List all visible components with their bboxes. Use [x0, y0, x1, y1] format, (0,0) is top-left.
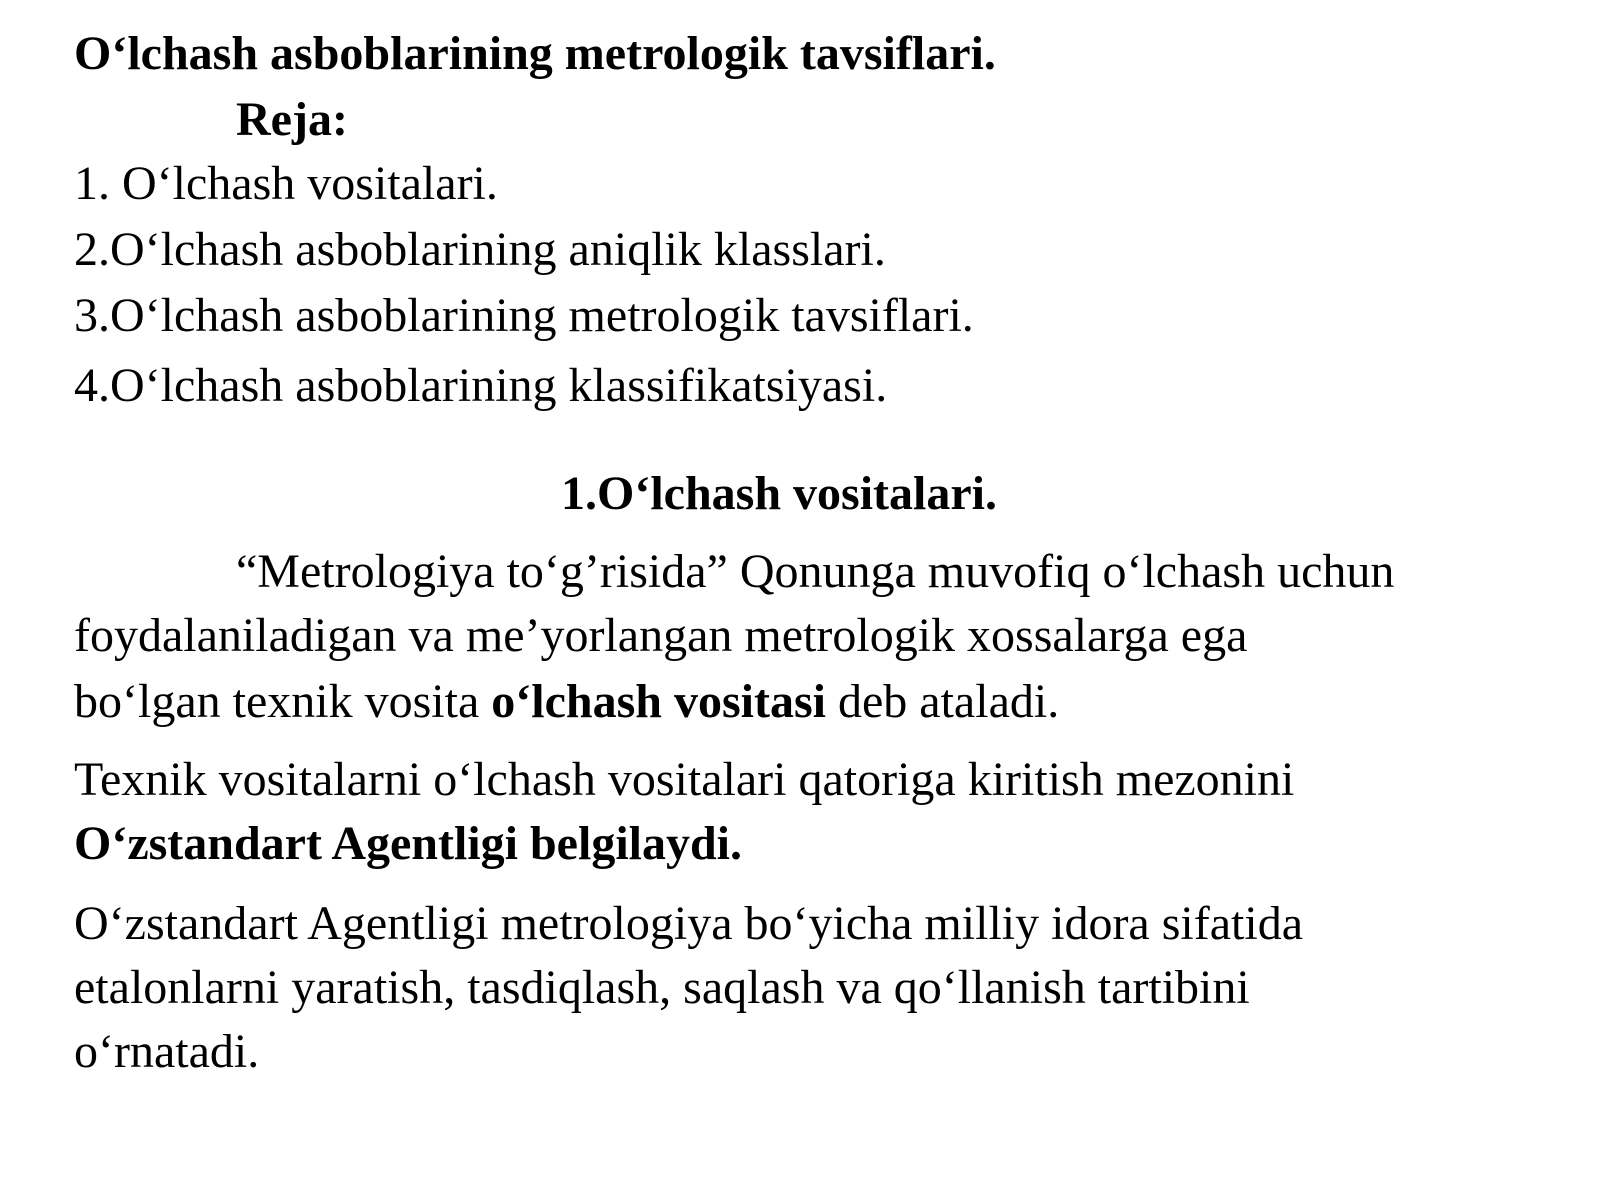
- paragraph-text: bo‘lgan texnik vosita: [74, 675, 492, 728]
- paragraph-line: O‘zstandart Agentligi metrologiya bo‘yicha milliy idora sifatida: [74, 897, 1304, 950]
- paragraph-line: Texnik vositalarni o‘lchash vositalari qatoriga kiritish mezonini: [74, 753, 1295, 806]
- plan-heading: Reja:: [236, 93, 348, 146]
- section-heading: 1.O‘lchash vositalari.: [561, 467, 998, 520]
- plan-item: 1. O‘lchash vositalari.: [74, 157, 498, 210]
- document-title: O‘lchash asboblarining metrologik tavsiflari.: [74, 27, 996, 80]
- paragraph-line: etalonlarni yaratish, tasdiqlash, saqlash va qo‘llanish tartibini: [74, 961, 1250, 1014]
- paragraph-line: foydalaniladigan va me’yorlangan metrologik xossalarga ega: [74, 609, 1248, 662]
- paragraph-text: deb ataladi.: [825, 675, 1060, 728]
- plan-item: 3.O‘lchash asboblarining metrologik tavsiflari.: [74, 289, 974, 342]
- paragraph-line: “Metrologiya to‘g’risida” Qonunga muvofiq o‘lchash uchun: [236, 545, 1395, 598]
- plan-item: 2.O‘lchash asboblarining aniqlik klasslari.: [74, 223, 886, 276]
- plan-item: 4.O‘lchash asboblarining klassifikatsiyasi.: [74, 359, 888, 412]
- emphasized-line: O‘zstandart Agentligi belgilaydi.: [74, 817, 743, 870]
- paragraph-line: [74, 674, 1059, 730]
- paragraph-line: o‘rnatadi.: [74, 1025, 260, 1078]
- emphasized-term: o‘lchash vositasi: [491, 675, 826, 728]
